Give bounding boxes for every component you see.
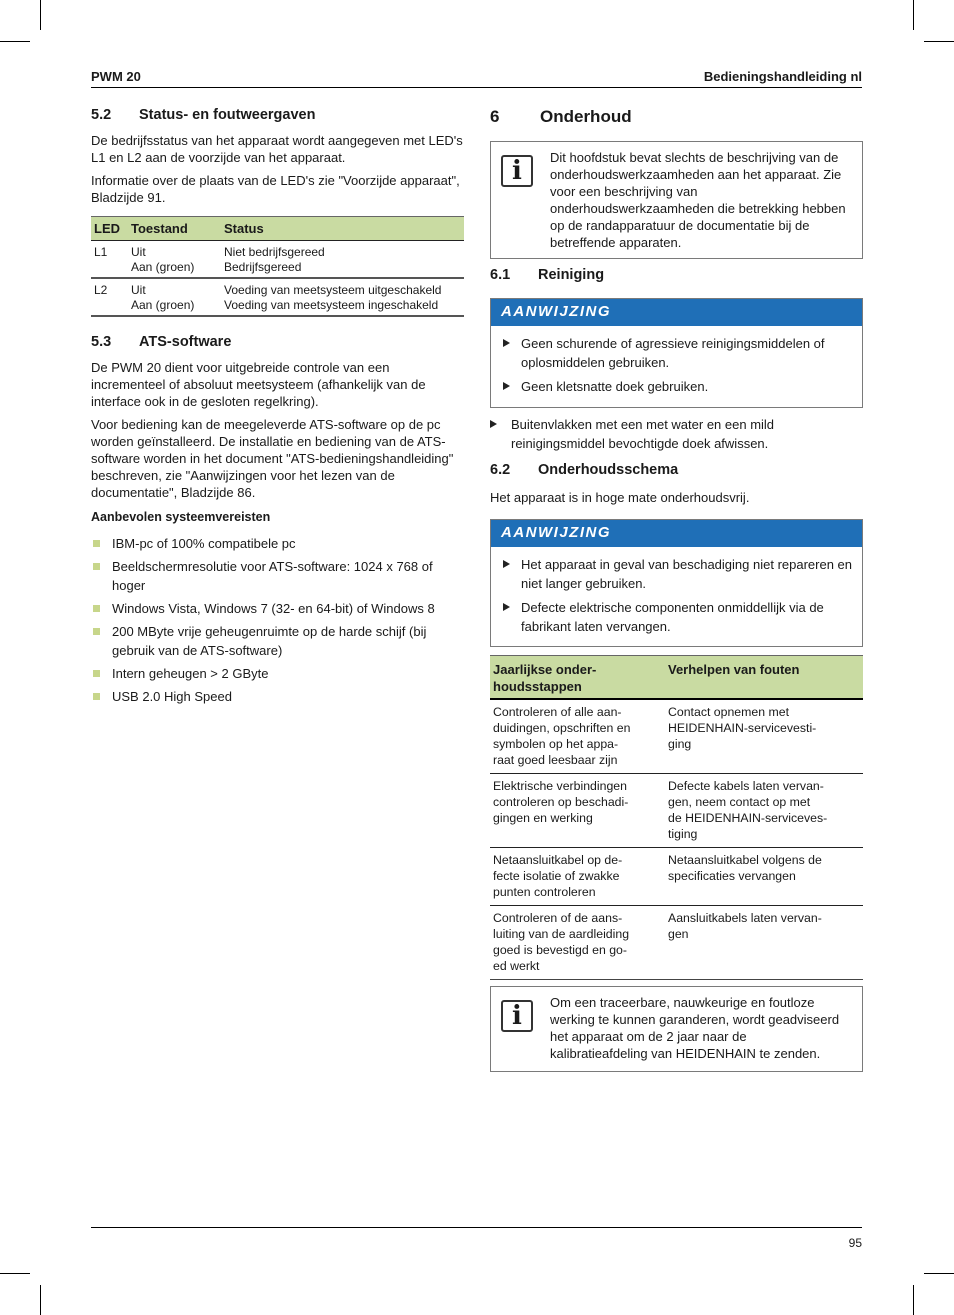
requirements-list <box>91 534 464 706</box>
list-item: Windows Vista, Windows 7 (32- en 64-bit) of Windows 8 <box>91 599 464 618</box>
table-header: Verhelpen van fouten <box>665 656 863 700</box>
table-row: L1 Uit Aan (groen) Niet bedrijfsgereed Bedrijfsgereed <box>91 241 464 279</box>
header-manual-title: Bedieningshandleiding nl <box>703 69 862 84</box>
arrow-icon <box>503 339 510 347</box>
table-row: Controleren of de aans- luiting van de aardleiding goed is bevestigd en go- ed werkt Aansluitkabels laten vervan- gen <box>490 906 863 980</box>
paragraph: Het apparaat is in hoge mate onderhoudsvrij. <box>490 490 750 505</box>
crop-mark <box>924 41 954 42</box>
page-footer <box>91 1227 862 1250</box>
notice-box <box>490 298 863 408</box>
left-column <box>91 107 464 710</box>
paragraph: De bedrijfsstatus van het apparaat wordt aangegeven met LED's L1 en L2 aan de voorzijde van het apparaat. <box>91 133 463 165</box>
table-header: LED <box>91 217 128 241</box>
section-heading: 6.1 Reiniging <box>490 267 605 283</box>
info-box <box>490 141 863 259</box>
notice-item: Het apparaat in geval van beschadiging niet repareren en niet langer gebruiken. <box>501 555 852 593</box>
page-header <box>91 68 862 88</box>
list-item: USB 2.0 High Speed <box>91 687 464 706</box>
arrow-icon <box>503 382 510 390</box>
table-row: Elektrische verbindingen controleren op beschadi- gingen en werking Defecte kabels laten vervan- gen, neem contact op met de HEIDENHAIN-serviceves- tiging <box>490 774 863 848</box>
crop-mark <box>924 1273 954 1274</box>
notice-item: Defecte elektrische componenten onmiddellijk via de fabrikant laten vervangen. <box>501 598 852 636</box>
paragraph: Informatie over de plaats van de LED's zie "Voorzijde apparaat", Bladzijde 91. <box>91 173 460 205</box>
subheading: Aanbevolen systeemvereisten <box>91 510 271 524</box>
table-header: Toestand <box>128 217 221 241</box>
led-status-table <box>91 216 464 317</box>
list-item: IBM-pc of 100% compatibele pc <box>91 534 464 553</box>
notice-title: AANWIJZING <box>491 520 862 547</box>
info-icon: i <box>501 155 533 187</box>
table-header: Status <box>221 217 464 241</box>
notice-title: AANWIJZING <box>491 299 862 326</box>
notice-box <box>490 519 863 647</box>
crop-mark <box>40 0 41 30</box>
crop-mark <box>0 1273 30 1274</box>
section-heading: 5.2 Status- en foutweergaven <box>91 107 316 123</box>
table-row: Netaansluitkabel op de- fecte isolatie of zwakke punten controleren Netaansluitkabel volgens de specificaties vervangen <box>490 848 863 906</box>
notice-item: Geen schurende of agressieve reinigingsmiddelen of oplosmiddelen gebruiken. <box>501 334 852 372</box>
list-item: Intern geheugen > 2 GByte <box>91 664 464 683</box>
paragraph: Voor bediening kan de meegeleverde ATS-software op de pc worden geïnstalleerd. De installatie en bediening van de ATS-software worden in het document "ATS-bedieningshandleiding" beschreven, zie "Aanwijzingen voor het lezen van de documentatie", Bladzijde 86. <box>91 417 454 500</box>
info-box <box>490 986 863 1072</box>
notice-item: Geen kletsnatte doek gebruiken. <box>501 377 852 396</box>
table-row: L2 Uit Aan (groen) Voeding van meetsysteem uitgeschakeld Voeding van meetsysteem ingeschakeld <box>91 278 464 316</box>
action-step: Buitenvlakken met een met water en een mild reinigingsmiddel bevochtigde doek afwissen. <box>490 415 862 453</box>
arrow-icon <box>490 420 497 428</box>
crop-mark <box>0 41 30 42</box>
list-item: Beeldschermresolutie voor ATS-software: 1024 x 768 of hoger <box>91 557 464 595</box>
chapter-heading: 6 Onderhoud <box>490 107 632 126</box>
paragraph: De PWM 20 dient voor uitgebreide controle van een incrementeel of absoluut meetsysteem (afhankelijk van de interface ook in de gesloten regelkring). <box>91 360 426 409</box>
info-text: Dit hoofdstuk bevat slechts de beschrijving van de onderhoudswerkzaamheden aan het apparaat. Zie voor een beschrijving van onderhoudswerkzaamheden die betrekking hebben op de randapparatuur de documentatie bij de betreffende apparaten. <box>550 150 846 250</box>
maintenance-table <box>490 655 863 980</box>
list-item: 200 MByte vrije geheugenruimte op de harde schijf (bij gebruik van de ATS-software) <box>91 622 464 660</box>
header-product: PWM 20 <box>91 69 141 84</box>
info-icon: i <box>501 1000 533 1032</box>
info-text: Om een traceerbare, nauwkeurige en foutloze werking te kunnen garanderen, wordt geadviseerd het apparaat om de 2 jaar naar de kalibratieafdeling van HEIDENHAIN te zenden. <box>550 995 840 1061</box>
table-header: Jaarlijkse onder- houdsstappen <box>490 656 665 700</box>
crop-mark <box>913 1285 914 1315</box>
table-row: Controleren of alle aan- duidingen, opschriften en symbolen op het appa- raat goed leesbaar zijn Contact opnemen met HEIDENHAIN-servicevesti- ging <box>490 699 863 774</box>
crop-mark <box>40 1285 41 1315</box>
arrow-icon <box>503 603 510 611</box>
crop-mark <box>913 0 914 30</box>
arrow-icon <box>503 560 510 568</box>
section-heading: 6.2 Onderhoudsschema <box>490 462 679 478</box>
section-heading: 5.3 ATS-software <box>91 334 232 350</box>
page-number: 95 <box>848 1236 862 1250</box>
